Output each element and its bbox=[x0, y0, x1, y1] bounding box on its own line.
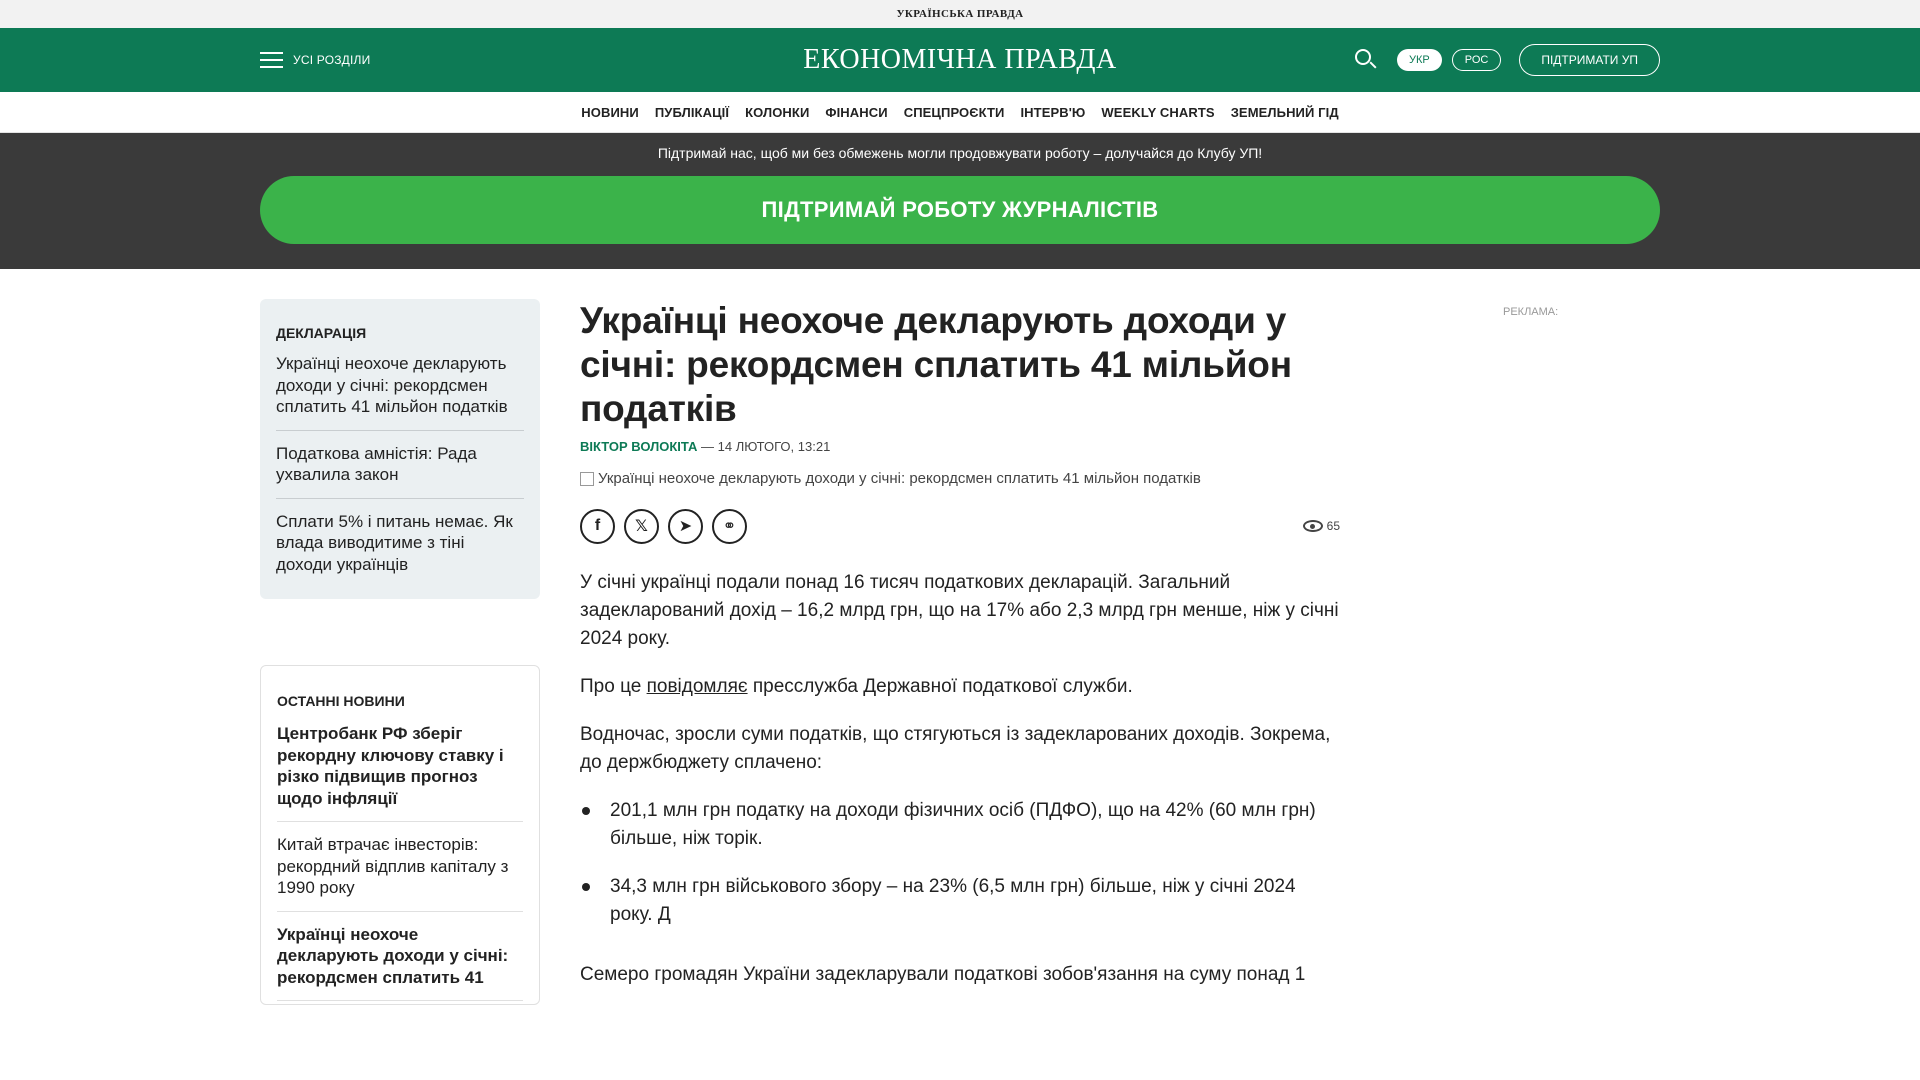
search-icon[interactable] bbox=[1353, 47, 1379, 73]
article-image bbox=[580, 470, 1340, 487]
latest-news-title: ОСТАННІ НОВИНИ bbox=[277, 693, 405, 709]
ad-label: РЕКЛАМА: bbox=[1503, 306, 1559, 318]
article-paragraph: Семеро громадян України задекларували податкові зобов'язання на суму понад 1 bbox=[580, 964, 1306, 985]
article-title: Українці неохоче декларують доходи у січні: рекордсмен сплатить 41 мільйон податків bbox=[580, 300, 1292, 429]
source-link[interactable]: повідомляє bbox=[646, 676, 748, 697]
related-title[interactable]: ДЕКЛАРАЦІЯ bbox=[276, 325, 367, 341]
latest-news-box bbox=[260, 665, 540, 1005]
donate-message: Підтримай нас, щоб ми без обмежень могли продовжувати роботу – долучайся до Клубу УП! bbox=[657, 145, 1263, 161]
main-nav bbox=[0, 92, 1920, 133]
byline bbox=[580, 439, 1340, 454]
x-share-icon[interactable]: 𝕏 bbox=[624, 509, 659, 544]
list-item: 34,3 млн грн військового збору – на 23% (6,5 млн грн) більше, ніж у січні 2024 року. Д bbox=[580, 873, 1340, 929]
support-up-button[interactable]: ПІДТРИМАТИ УП bbox=[1519, 44, 1660, 76]
article-paragraph: Водночас, зросли суми податків, що стягуються із задекларованих доходів. Зокрема, до держбюджету сплачено: bbox=[580, 724, 1331, 773]
hamburger-icon bbox=[260, 52, 283, 68]
article-body bbox=[580, 569, 1340, 989]
nav-publications[interactable]: ПУБЛІКАЦІЇ bbox=[654, 104, 730, 120]
article-paragraph: У січні українці подали понад 16 тисяч податкових декларацій. Загальний задекларований дохід – 16,2 млрд грн, що на 17% або 2,3 млрд грн менше, ніж у січні 2024 року. bbox=[580, 572, 1339, 649]
share-row bbox=[580, 507, 1340, 545]
latest-news-item[interactable]: Центробанк РФ зберіг рекордну ключову ставку і різко підвищив прогноз щодо інфляції bbox=[277, 723, 523, 822]
facebook-share-icon[interactable]: f bbox=[580, 509, 615, 544]
lang-ukr-button[interactable]: УКР bbox=[1397, 49, 1442, 71]
top-strip bbox=[0, 0, 1920, 28]
related-item[interactable]: Українці неохоче декларують доходи у січні: рекордсмен сплатить 41 мільйон податків bbox=[276, 353, 524, 431]
copy-link-icon[interactable]: ⚭ bbox=[712, 509, 747, 544]
nav-finance[interactable]: ФІНАНСИ bbox=[825, 104, 888, 120]
views-count: 65 bbox=[1326, 519, 1340, 533]
site-logo[interactable]: ЕКОНОМІЧНА ПРАВДА bbox=[803, 44, 1117, 75]
related-box bbox=[260, 299, 540, 599]
nav-special-projects[interactable]: СПЕЦПРОЄКТИ bbox=[903, 104, 1005, 120]
views-counter bbox=[1303, 519, 1340, 533]
content-area bbox=[0, 269, 1920, 992]
publish-date: — 14 ЛЮТОГО, 13:21 bbox=[697, 439, 831, 454]
support-journalists-button[interactable]: ПІДТРИМАЙ РОБОТУ ЖУРНАЛІСТІВ bbox=[260, 176, 1660, 244]
article bbox=[580, 299, 1340, 989]
lang-ros-button[interactable]: РОС bbox=[1452, 49, 1502, 71]
donate-banner bbox=[0, 133, 1920, 269]
broken-image-icon bbox=[580, 472, 594, 486]
all-sections-label: УСІ РОЗДІЛИ bbox=[293, 53, 371, 67]
nav-weekly-charts[interactable]: WEEKLY CHARTS bbox=[1101, 104, 1215, 120]
latest-news-item[interactable]: Українці неохоче декларують доходи у січні: рекордсмен сплатить 41 bbox=[277, 924, 523, 1002]
up-brand-link[interactable]: УКРАЇНСЬКА ПРАВДА bbox=[896, 8, 1024, 20]
image-alt-text: Українці неохоче декларують доходи у січні: рекордсмен сплатить 41 мільйон податків bbox=[598, 470, 1201, 487]
all-sections-button[interactable] bbox=[260, 52, 370, 68]
related-item[interactable]: Податкова амністія: Рада ухвалила закон bbox=[276, 443, 524, 499]
tax-list bbox=[580, 797, 1340, 929]
telegram-share-icon[interactable]: ➤ bbox=[668, 509, 703, 544]
nav-columns[interactable]: КОЛОНКИ bbox=[745, 104, 810, 120]
latest-news-item[interactable]: Китай втрачає інвесторів: рекордний відплив капіталу з 1990 року bbox=[277, 834, 523, 912]
related-item[interactable]: Сплати 5% і питань немає. Як влада виводитиме з тіні доходи українців bbox=[276, 511, 513, 574]
nav-interview[interactable]: ІНТЕРВ'Ю bbox=[1020, 104, 1086, 120]
eye-icon bbox=[1303, 520, 1323, 532]
list-item: 201,1 млн грн податку на доходи фізичних осіб (ПДФО), що на 42% (60 млн грн) більше, ніж торік. bbox=[580, 797, 1340, 853]
author-link[interactable]: ВІКТОР ВОЛОКІТА bbox=[580, 439, 698, 454]
nav-land-guide[interactable]: ЗЕМЕЛЬНИЙ ГІД bbox=[1230, 104, 1339, 120]
nav-news[interactable]: НОВИНИ bbox=[581, 104, 639, 120]
article-paragraph: Про це повідомляє пресслужба Державної податкової служби. bbox=[580, 676, 1133, 697]
site-header bbox=[0, 28, 1920, 92]
